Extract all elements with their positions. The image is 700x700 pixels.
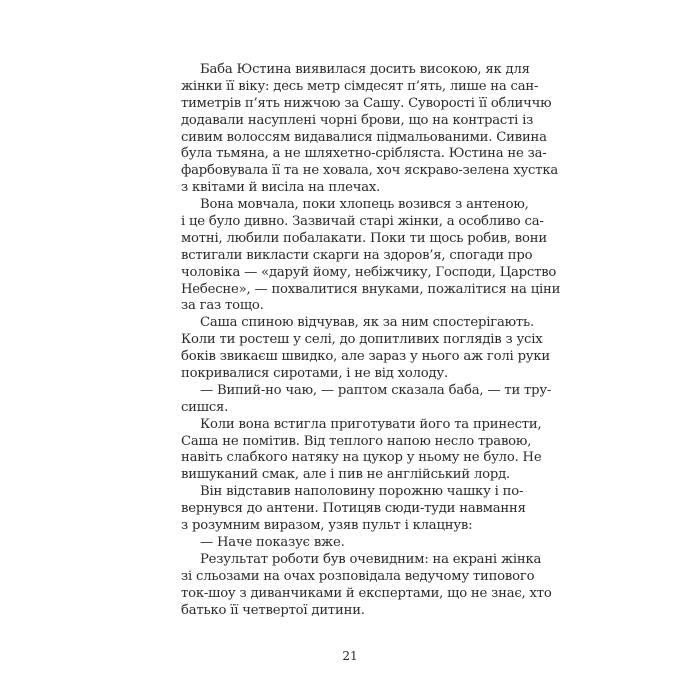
paragraph xyxy=(181,484,526,535)
paragraph xyxy=(181,416,542,485)
text-line: — Випий-но чаю, — раптом сказала баба, — ти тру- xyxy=(200,382,552,398)
text-line: жінки її віку: десь метр сімдесят п’ять, лише на сан- xyxy=(181,78,539,94)
text-line: мотні, любили побалакати. Поки ти щось робив, вони xyxy=(181,230,547,246)
text-line: Баба Юстина виявилася досить високою, як для xyxy=(200,62,530,77)
text-line: Результат роботи був очевидним: на екрані жінка xyxy=(200,551,542,567)
text-line: Небесне», — похвалитися внуками, пожалітися на ціни xyxy=(181,281,561,297)
text-line: зі сльозами на очах розповідала ведучому типового xyxy=(181,568,535,584)
text-line: сивим волоссям видавалися підмальованими. Сивина xyxy=(181,129,547,145)
text-line: чоловіка — «даруй йому, небіжчику, Господи, Царство xyxy=(181,264,557,280)
text-line: вишуканий смак, але і пив не англійський лорд. xyxy=(181,467,511,483)
text-line: ток-шоу з диванчиками й експертами, що не знає, хто xyxy=(181,585,552,601)
text-line: з квітами й висіла на плечах. xyxy=(181,180,381,196)
text-line: Коли вона встигла приготувати його та принести, xyxy=(200,416,542,432)
page-number: 21 xyxy=(342,649,358,663)
text-line: з розумним виразом, узяв пульт і клацнув: xyxy=(181,518,473,534)
text-line: батько її четвертої дитини. xyxy=(181,602,365,618)
text-line: Саша спиною відчував, як за ним спостерігають. xyxy=(200,315,534,331)
text-line: Він відставив наполовину порожню чашку і по- xyxy=(200,484,524,500)
text-line: Вона мовчала, поки хлопець возився з антеною, xyxy=(200,197,529,213)
text-line: покривалися сиротами, і не від холоду. xyxy=(181,366,449,382)
text-line: додавали насуплені чорні брови, що на контрасті із xyxy=(181,112,534,128)
text-line: фарбовувала її та не ховала, хоч яскраво-зелена хустка xyxy=(181,163,559,179)
text-line: встигали викласти скарги на здоров’я, спогади про xyxy=(181,247,533,263)
text-line: Коли ти ростеш у селі, до допитливих поглядів з усіх xyxy=(181,332,543,348)
page-body xyxy=(181,62,561,619)
paragraph xyxy=(181,197,561,315)
paragraph xyxy=(181,382,552,417)
paragraph xyxy=(181,535,517,552)
text-line: тиметрів п’ять нижчою за Сашу. Суворості її обличчю xyxy=(181,95,552,111)
text-line: була тьмяна, а не шляхетно-срібляста. Юстина не за- xyxy=(181,146,547,162)
text-line: навіть слабкого натяку на цукор у ньому не було. Не xyxy=(181,450,542,466)
text-line: Саша не помітив. Від теплого напою несло травою, xyxy=(181,433,532,449)
text-line: боків звикаєш швидко, але зараз у нього аж голі руки xyxy=(181,349,550,365)
paragraph xyxy=(181,551,552,620)
paragraph xyxy=(181,315,550,383)
paragraph xyxy=(181,62,559,197)
text-line: за газ тощо. xyxy=(181,298,264,314)
text-line: — Наче показує вже. xyxy=(200,534,345,550)
text-line: сишся. xyxy=(181,399,229,415)
text-line: і це було дивно. Зазвичай старі жінки, а особливо са- xyxy=(181,214,544,230)
text-line: вернувся до антени. Потицяв сюди-туди навмання xyxy=(181,501,526,517)
